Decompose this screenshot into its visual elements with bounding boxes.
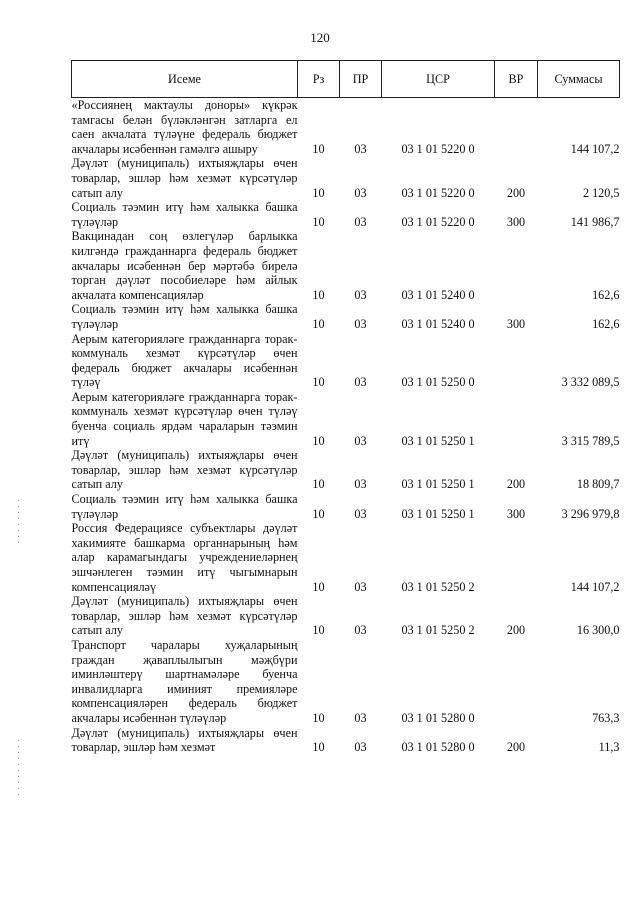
cell-csr: 03 1 01 5220 0 [401,185,475,200]
table-row [72,521,620,594]
cell-csr: 03 1 01 5250 1 [401,506,475,521]
cell-sum: 144 107,2 [570,141,620,156]
cell-sum: 162,6 [592,287,620,302]
cell-vr: 200 [506,185,526,200]
cell-sum: 16 300,0 [576,623,620,638]
cell-vr [495,332,538,390]
cell-rz: 10 [312,506,325,521]
cell-csr: 03 1 01 5220 0 [401,141,475,156]
cell-csr: 03 1 01 5250 2 [401,623,475,638]
cell-name: Дәүләт (муниципаль) ихтыяҗлары өчен товарлар, эшләр һәм хезмәт [71,725,298,755]
cell-name: Дәүләт (муниципаль) ихтыяҗлары өчен товарлар, эшләр һәм хезмәт күрсәтүләр сатып алу [71,594,298,638]
cell-vr [495,229,538,302]
cell-pr: 03 [354,375,367,390]
table-row [72,448,620,492]
cell-pr: 03 [354,214,367,229]
cell-pr: 03 [354,185,367,200]
cell-name: Социаль тәэмин итү һәм халыкка башка түләүләр [71,302,298,331]
cell-name: Дәүләт (муниципаль) ихтыяҗлары өчен товарлар, эшләр һәм хезмәт күрсәтүләр сатып алу [71,156,298,200]
cell-name: Аерым категорияләге гражданнарга торак-коммуналь хезмәт күрсәтүләр өчен түләү буенча социаль ярдәм чараларын тәэмин итү [71,389,298,448]
cell-pr: 03 [354,141,367,156]
cell-name: «Россиянең мактаулы доноры» күкрәк тамгасы белән бүләкләнгән затларга ел саен акчалата түләүне федераль бюджет акчалары исәбеннән гамәлгә ашыру [71,98,298,156]
cell-rz: 10 [312,141,325,156]
cell-vr [495,638,538,726]
cell-vr: 300 [506,316,526,331]
cell-name: Транспорт чаралары хуҗаларының граждан җаваплылыгын мәҗбүри иминләштерү шартнамәләре буенча инвалидларга иминият премияләре компенсацияләрен федераль бюджет акчалары исәбеннән түләүләр [71,637,298,725]
cell-rz: 10 [312,477,325,492]
header-rz: Рз [298,61,340,98]
cell-sum: 2 120,5 [582,185,620,200]
cell-pr: 03 [354,740,367,755]
cell-sum: 18 809,7 [576,477,620,492]
cell-vr: 200 [506,477,526,492]
cell-pr: 03 [354,623,367,638]
header-name: Исеме [72,61,298,98]
cell-vr [495,390,538,448]
cell-csr: 03 1 01 5250 2 [401,579,475,594]
cell-rz: 10 [312,710,325,725]
cell-pr: 03 [354,316,367,331]
cell-rz: 10 [312,214,325,229]
cell-csr: 03 1 01 5240 0 [401,316,475,331]
table-row [72,638,620,726]
cell-pr: 03 [354,477,367,492]
cell-csr: 03 1 01 5220 0 [401,214,475,229]
cell-vr: 300 [506,214,526,229]
cell-vr: 200 [506,740,526,755]
table-row [72,156,620,200]
cell-sum: 141 986,7 [570,214,620,229]
cell-vr [495,98,538,157]
margin-dots [18,500,20,548]
cell-name: Социаль тәэмин итү һәм халыкка башка түләүләр [71,492,298,521]
cell-sum: 3 332 089,5 [561,375,620,390]
cell-csr: 03 1 01 5250 1 [401,477,475,492]
table-row [72,726,620,755]
header-pr: ПР [340,61,382,98]
table-row [72,229,620,302]
cell-rz: 10 [312,623,325,638]
cell-pr: 03 [354,579,367,594]
cell-rz: 10 [312,579,325,594]
header-vr: ВР [495,61,538,98]
table-row [72,302,620,331]
header-csr: ЦСР [382,61,495,98]
cell-rz: 10 [312,185,325,200]
cell-pr: 03 [354,287,367,302]
cell-rz: 10 [312,433,325,448]
cell-pr: 03 [354,506,367,521]
cell-sum: 162,6 [592,316,620,331]
table-row [72,390,620,448]
cell-rz: 10 [312,375,325,390]
cell-sum: 11,3 [598,740,620,755]
cell-vr [495,521,538,594]
page-number: 120 [310,30,330,45]
cell-name: Вакцинадан соң өзлегүләр барлыкка килгәндә гражданнарга федераль бюджет акчалары исәбеннән бер мәртәбә бирелә торган дәүләт пособиеләре һәм айлык акчалата компенсацияләр [71,229,298,302]
cell-name: Аерым категорияләге гражданнарга торак-коммуналь хезмәт күрсәтүләр өчен федераль бюджет акчалары исәбеннән түләү [71,331,298,390]
table-header-row [72,61,620,98]
header-sum: Суммасы [538,61,620,98]
cell-name: Социаль тәэмин итү һәм халыкка башка түләүләр [71,200,298,229]
cell-vr: 300 [506,506,526,521]
cell-csr: 03 1 01 5250 0 [401,375,475,390]
cell-rz: 10 [312,316,325,331]
table-row [72,200,620,229]
table-row [72,98,620,157]
table-row [72,332,620,390]
cell-sum: 144 107,2 [570,579,620,594]
table-row [72,492,620,521]
cell-rz: 10 [312,287,325,302]
cell-sum: 3 315 789,5 [561,433,620,448]
cell-pr: 03 [354,710,367,725]
cell-csr: 03 1 01 5250 1 [401,433,475,448]
margin-dots-lower [18,740,20,800]
cell-name: Россия Федерациясе субъектлары дәүләт хакимияте башкарма органнарының һәм алар карамагындагы учреждениеләрнең эшчәнлеген тәэмин итү чыгымнарын компенсацияләү [71,521,298,594]
cell-csr: 03 1 01 5280 0 [401,710,475,725]
cell-rz: 10 [312,740,325,755]
cell-name: Дәүләт (муниципаль) ихтыяҗлары өчен товарлар, эшләр һәм хезмәт күрсәтүләр сатып алу [71,448,298,492]
cell-pr: 03 [354,433,367,448]
cell-csr: 03 1 01 5240 0 [401,287,475,302]
cell-sum: 763,3 [592,710,620,725]
cell-sum: 3 296 979,8 [561,506,620,521]
budget-table [71,60,620,755]
table-row [72,594,620,638]
cell-csr: 03 1 01 5280 0 [401,740,475,755]
cell-vr: 200 [506,623,526,638]
